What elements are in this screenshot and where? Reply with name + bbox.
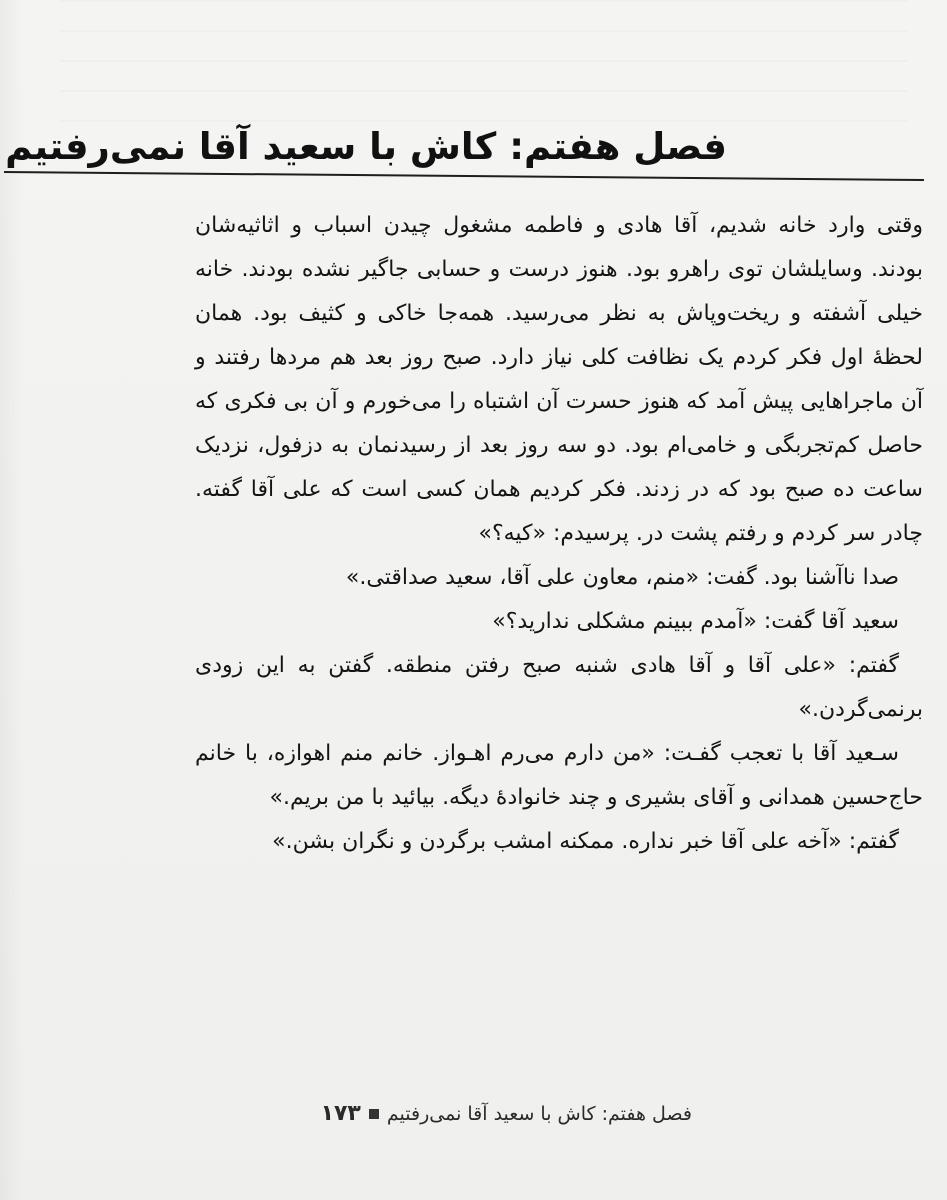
footer-running-title: فصل هفتم: کاش با سعید آقا نمی‌رفتیم	[386, 1103, 692, 1125]
page-footer	[321, 1100, 692, 1128]
paragraph-2: صدا ناآشنا بود. گفت: «منم، معاون علی آقا، سعید صداقتی.»	[345, 565, 899, 590]
footer-square-icon	[369, 1109, 379, 1119]
paragraph-4: گفتم: «علی آقا و آقا هادی شنبه صبح رفتن منطقه. گفتن به این زودی برنمی‌گردن.»	[195, 653, 923, 722]
title-rule	[4, 171, 924, 181]
chapter-title: فصل هفتم: کاش با سعید آقا نمی‌رفتیم	[5, 124, 727, 168]
paragraph-3: سعید آقا گفت: «آمدم ببینم مشکلی ندارید؟»	[492, 609, 899, 634]
paragraph-1: وقتی وارد خانه شدیم، آقا هادی و فاطمه مشغول چیدن اسباب و اثاثیه‌شان بودند. وسایلشان توی راهرو بود. هنوز درست و حسابی جاگیر نشده بودند. خانه خیلی آشفته و ریخت‌وپاش به نظر می‌رسید. همه‌جا خاکی و کثیف بود. همان لحظهٔ اول فکر کردم یک نظافت کلی نیاز دارد. صبح روز بعد هم مردها رفتند و آن ماجراهایی پیش آمد که هنوز حسرت آن اشتباه را می‌خورم و آن بی فکری که حاصل کم‌تجربگی و خامی‌ام بود. دو سه روز بعد از رسیدنمان به دزفول، نزدیک ساعت ده صبح بود که در زدند. فکر کردیم همان کسی است که علی آقا گفته. چادر سر کردم و رفتم پشت در. پرسیدم: «کیه؟»	[195, 213, 923, 546]
paragraph-5: سـعید آقا با تعجب گفـت: «من دارم می‌رم اهـواز. خانم منم اهوازه، با خانم حاج‌حسین همدانی و آقای بشیری و چند خانوادهٔ دیگه. بیائید با من بریم.»	[195, 741, 923, 810]
page-number: ۱۷۳	[320, 1101, 361, 1126]
chapter-body	[195, 204, 923, 864]
paragraph-6: گفتم: «آخه علی آقا خبر نداره. ممکنه امشب برگردن و نگران بشن.»	[272, 829, 899, 854]
